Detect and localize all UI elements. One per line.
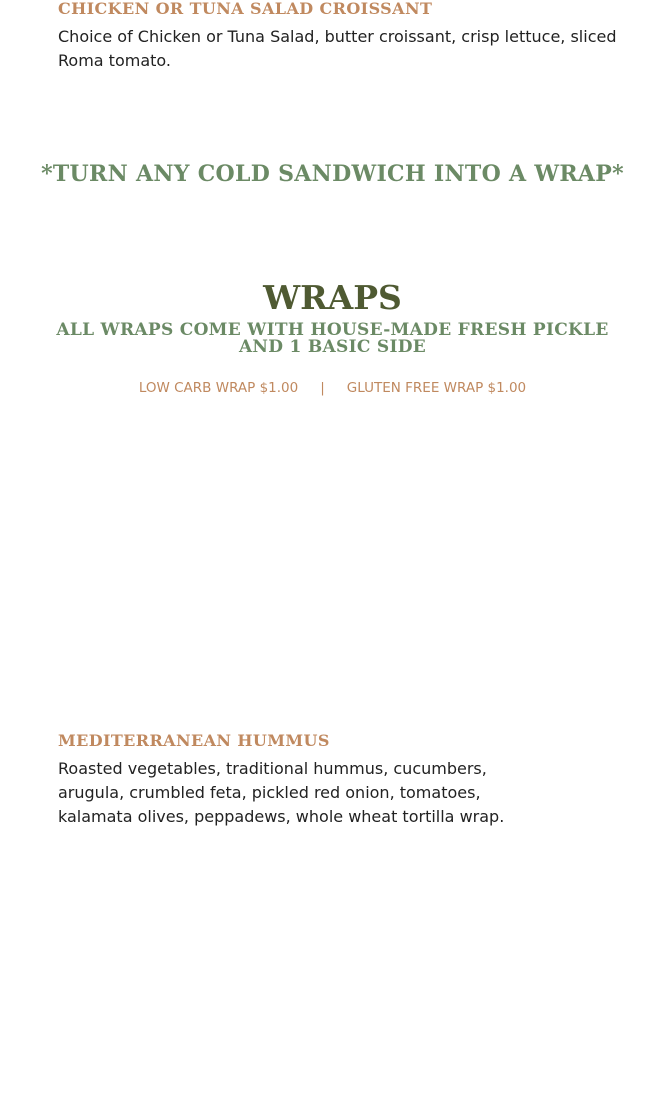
menu-item-title-hummus: MEDITERRANEAN HUMMUS (58, 731, 330, 750)
menu-item-description-croissant: Choice of Chicken or Tuna Salad, butter croissant, crisp lettuce, sliced Roma tomato. (58, 27, 617, 70)
wrap-option-gluten-free: GLUTEN FREE WRAP $1.00 (346, 380, 527, 396)
menu-item-description-hummus: Roasted vegetables, traditional hummus, cucumbers, arugula, crumbled feta, pickled red onion, tomatoes, kalamata olives, peppadews, whole wheat tortilla wrap. (58, 759, 505, 826)
menu-item-title-croissant: CHICKEN OR TUNA SALAD CROISSANT (58, 0, 433, 18)
wrap-conversion-note: *TURN ANY COLD SANDWICH INTO A WRAP* (41, 161, 624, 187)
wrap-option-separator: | (320, 380, 325, 396)
wrap-upgrade-options (0, 380, 665, 396)
wraps-section-heading: WRAPS (263, 278, 402, 317)
wrap-option-low-carb: LOW CARB WRAP $1.00 (138, 380, 299, 396)
wraps-section-subtitle: ALL WRAPS COME WITH HOUSE-MADE FRESH PICKLE AND 1 BASIC SIDE (56, 320, 609, 357)
